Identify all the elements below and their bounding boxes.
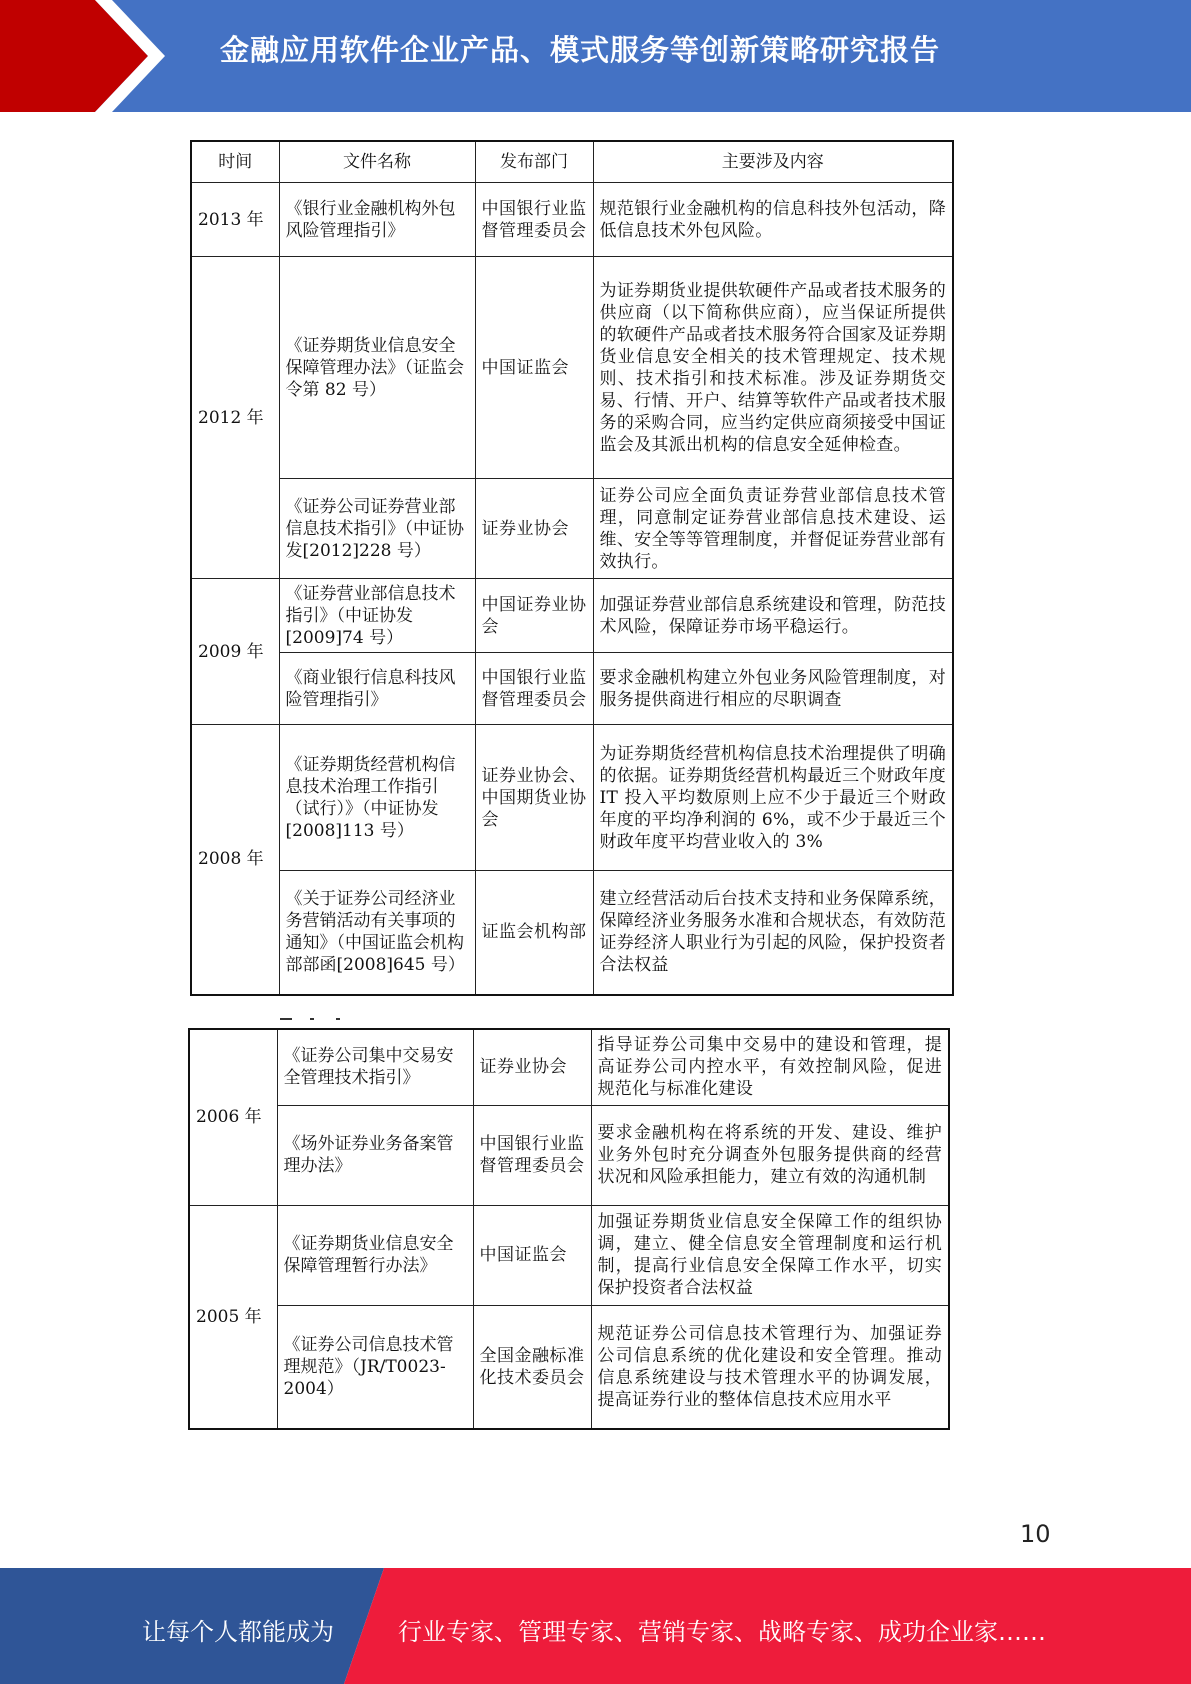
document-cell: 《证券营业部信息技术指引》（中证协发[2009]74 号） <box>279 579 475 653</box>
department-cell: 中国银行业监督管理委员会 <box>473 1105 591 1205</box>
header-document: 文件名称 <box>279 141 475 183</box>
year-cell: 2012 年 <box>191 257 279 579</box>
department-cell: 中国证券业协会 <box>475 579 593 653</box>
year-cell: 2005 年 <box>189 1205 277 1429</box>
regulation-table-part-1 <box>190 140 954 996</box>
page-number: 10 <box>1020 1520 1051 1548</box>
table-row <box>189 1105 949 1205</box>
document-cell: 《银行业金融机构外包风险管理指引》 <box>279 183 475 257</box>
department-cell: 中国银行业监督管理委员会 <box>475 183 593 257</box>
department-cell: 全国金融标准化技术委员会 <box>473 1305 591 1429</box>
page-cut-mark <box>280 1016 350 1022</box>
department-cell: 中国证监会 <box>475 257 593 479</box>
footer-slogan-right: 行业专家、管理专家、营销专家、战略专家、成功企业家…… <box>398 1618 1046 1646</box>
content-cell: 规范银行业金融机构的信息科技外包活动，降低信息技术外包风险。 <box>593 183 953 257</box>
content-cell: 要求金融机构建立外包业务风险管理制度，对服务提供商进行相应的尽职调查 <box>593 653 953 725</box>
header-content: 主要涉及内容 <box>593 141 953 183</box>
content-cell: 加强证券期货业信息安全保障工作的组织协调，建立、健全信息安全管理制度和运行机制，提高行业信息安全保障工作水平，切实保护投资者合法权益 <box>591 1205 949 1305</box>
document-cell: 《证券公司证券营业部信息技术指引》（中证协发[2012]228 号） <box>279 479 475 579</box>
department-cell: 证券业协会 <box>475 479 593 579</box>
content-cell: 加强证券营业部信息系统建设和管理，防范技术风险，保障证券市场平稳运行。 <box>593 579 953 653</box>
table-row <box>191 653 953 725</box>
department-cell: 证券业协会 <box>473 1029 591 1105</box>
table-row <box>191 479 953 579</box>
footer-slogan-left: 让每个人都能成为 <box>142 1618 334 1646</box>
document-cell: 《证券期货经营机构信息技术治理工作指引（试行）》（中证协发[2008]113 号） <box>279 725 475 871</box>
table-row <box>191 579 953 653</box>
header-time: 时间 <box>191 141 279 183</box>
header-department: 发布部门 <box>475 141 593 183</box>
document-cell: 《商业银行信息科技风险管理指引》 <box>279 653 475 725</box>
department-cell: 中国证监会 <box>473 1205 591 1305</box>
document-cell: 《证券期货业信息安全保障管理暂行办法》 <box>277 1205 473 1305</box>
table-row <box>191 183 953 257</box>
table-row <box>191 725 953 871</box>
table-row <box>189 1029 949 1105</box>
table-row <box>189 1305 949 1429</box>
document-cell: 《关于证券公司经济业务营销活动有关事项的通知》（中国证监会机构部部函[2008]645 号） <box>279 871 475 995</box>
department-cell: 证券业协会、中国期货业协会 <box>475 725 593 871</box>
department-cell: 中国银行业监督管理委员会 <box>475 653 593 725</box>
header-title: 金融应用软件企业产品、模式服务等创新策略研究报告 <box>220 33 941 67</box>
year-cell: 2008 年 <box>191 725 279 995</box>
document-cell: 《场外证券业务备案管理办法》 <box>277 1105 473 1205</box>
document-cell: 《证券公司信息技术管理规范》（JR/T0023-2004） <box>277 1305 473 1429</box>
year-cell: 2009 年 <box>191 579 279 725</box>
year-cell: 2013 年 <box>191 183 279 257</box>
document-cell: 《证券公司集中交易安全管理技术指引》 <box>277 1029 473 1105</box>
content-cell: 要求金融机构在将系统的开发、建设、维护业务外包时充分调查外包服务提供商的经营状况和风险承担能力，建立有效的沟通机制 <box>591 1105 949 1205</box>
content-cell: 建立经营活动后台技术支持和业务保障系统，保障经济业务服务水准和合规状态，有效防范证券经济人职业行为引起的风险，保护投资者合法权益 <box>593 871 953 995</box>
year-cell: 2006 年 <box>189 1029 277 1205</box>
table-header-row <box>191 141 953 183</box>
page-header <box>0 0 1191 112</box>
table-row <box>189 1205 949 1305</box>
table-row <box>191 871 953 995</box>
content-cell: 指导证券公司集中交易中的建设和管理，提高证券公司内控水平，有效控制风险，促进规范化与标准化建设 <box>591 1029 949 1105</box>
regulation-table-part-2 <box>188 1028 950 1430</box>
page-footer <box>0 1568 1191 1684</box>
content-cell: 规范证券公司信息技术管理行为、加强证券公司信息系统的优化建设和安全管理。推动信息系统建设与技术管理水平的协调发展，提高证券行业的整体信息技术应用水平 <box>591 1305 949 1429</box>
content-cell: 为证券期货经营机构信息技术治理提供了明确的依据。证券期货经营机构最近三个财政年度 IT 投入平均数原则上应不少于最近三个财政年度的平均净利润的 6%，或不少于最近三个财政年度平均营业收入的 3% <box>593 725 953 871</box>
department-cell: 证监会机构部 <box>475 871 593 995</box>
table-row <box>191 257 953 479</box>
document-cell: 《证券期货业信息安全保障管理办法》（证监会令第 82 号） <box>279 257 475 479</box>
content-cell: 为证券期货业提供软硬件产品或者技术服务的供应商（以下简称供应商），应当保证所提供的软硬件产品或者技术服务符合国家及证券期货业信息安全相关的技术管理规定、技术规则、技术指引和技术标准。涉及证券期货交易、行情、开户、结算等软件产品或者技术服务的采购合同，应当约定供应商须接受中国证监会及其派出机构的信息安全延伸检查。 <box>593 257 953 479</box>
content-cell: 证券公司应全面负责证券营业部信息技术管理，同意制定证券营业部信息技术建设、运维、安全等等管理制度，并督促证券营业部有效执行。 <box>593 479 953 579</box>
